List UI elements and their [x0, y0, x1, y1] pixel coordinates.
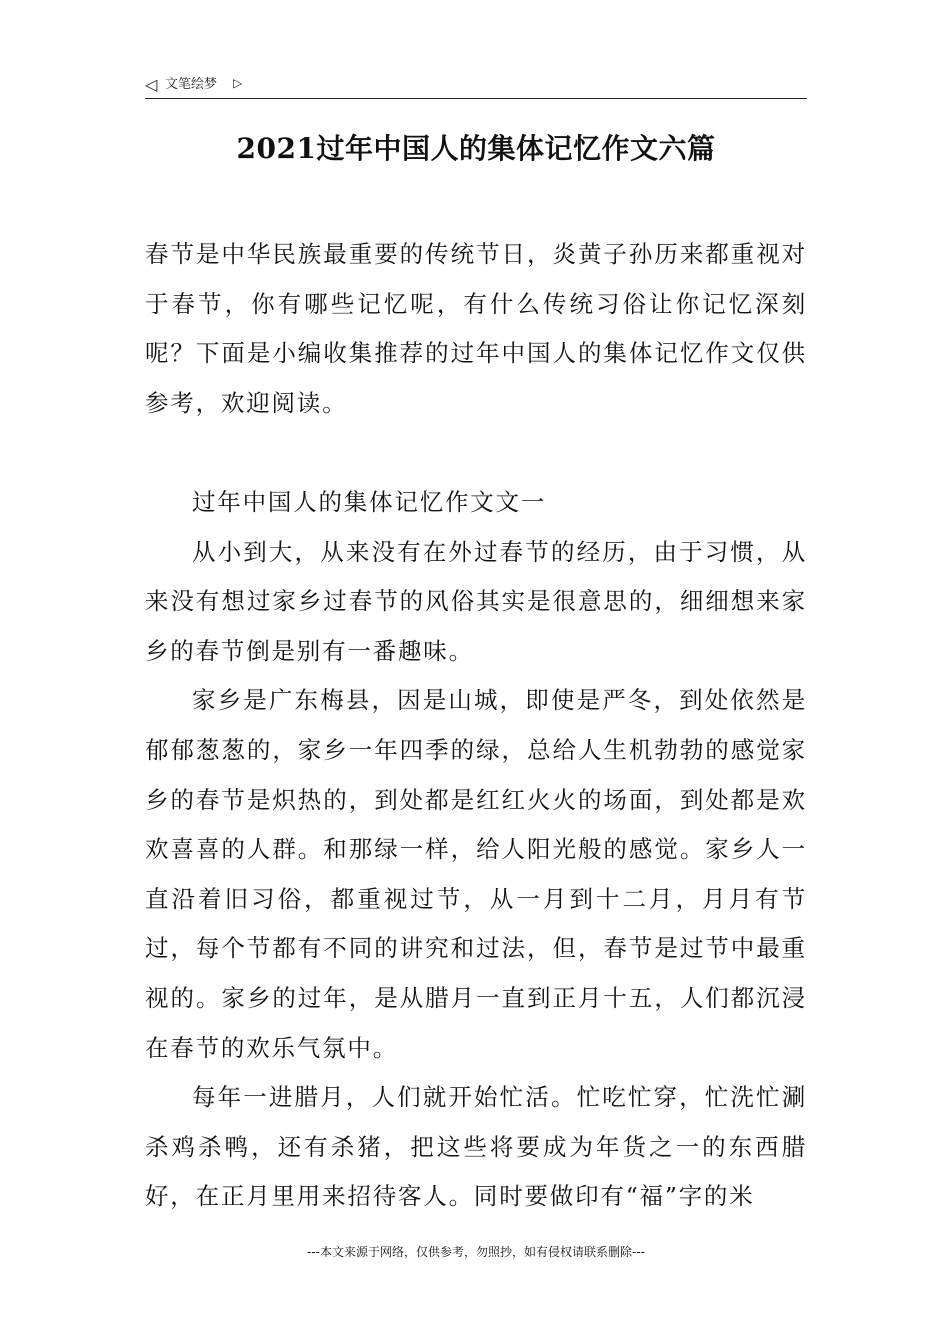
right-triangle-icon: ▷: [233, 76, 243, 90]
page-header: [145, 74, 807, 99]
document-title: 2021过年中国人的集体记忆作文六篇: [236, 132, 716, 165]
body-paragraph-3: 每年一进腊月，人们就开始忙活。忙吃忙穿，忙洗忙涮杀鸡杀鸭，还有杀猪，把这些将要成为年货之一的东西腊好，在正月里用来招待客人。同时要做印有“福”字的米: [145, 1083, 807, 1211]
left-triangle-icon: ◁: [145, 75, 158, 94]
document-body: [145, 230, 807, 1222]
section-heading: 过年中国人的集体记忆作文文一: [192, 487, 547, 516]
intro-paragraph: 春节是中华民族最重要的传统节日，炎黄子孙历来都重视对于春节，你有哪些记忆呢，有什么传统习俗让你记忆深刻呢？下面是小编收集推荐的过年中国人的集体记忆作文仅供参考，欢迎阅读。: [145, 240, 807, 417]
body-paragraph-2: 家乡是广东梅县，因是山城，即使是严冬，到处依然是郁郁葱葱的，家乡一年四季的绿，总给人生机勃勃的感觉家乡的春节是炽热的，到处都是红红火火的场面，到处都是欢欢喜喜的人群。和那绿一样，给人阳光般的感觉。家乡人一直沿着旧习俗，都重视过节，从一月到十二月，月月有节过，每个节都有不同的讲究和过法，但，春节是过节中最重视的。家乡的过年，是从腊月一直到正月十五，人们都沉浸在春节的欢乐气氛中。: [145, 686, 807, 1062]
body-paragraph-1: 从小到大，从来没有在外过春节的经历，由于习惯，从来没有想过家乡过春节的风俗其实是很意思的，细细想来家乡的春节倒是别有一番趣味。: [145, 537, 807, 665]
header-brand: 文笔绘梦: [165, 77, 218, 92]
page-footer: ---本文来源于网络，仅供参考，勿照抄，如有侵权请联系删除---: [307, 1245, 645, 1259]
